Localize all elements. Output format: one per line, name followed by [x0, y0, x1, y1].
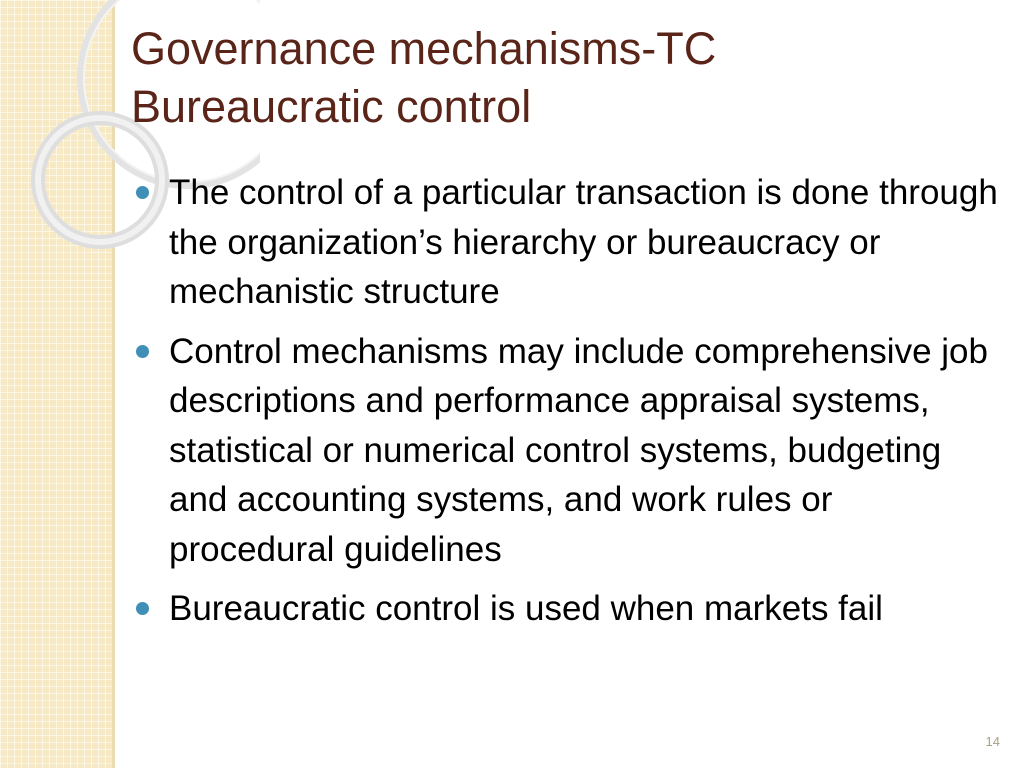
page-number: 14 [985, 734, 1000, 749]
bullet-item [136, 327, 1006, 575]
bullet-text: Control mechanisms may include comprehensive job descriptions and performance appraisal systems, statistical or numerical control systems, budgeting and accounting systems, and work rules or procedural guidelines [169, 331, 988, 569]
bullet-dot-icon [136, 602, 149, 615]
bullet-dot-icon [136, 186, 149, 199]
bullet-list [136, 168, 1006, 644]
bullet-text: Bureaucratic control is used when markets fail [169, 589, 883, 628]
bullet-dot-icon [136, 345, 149, 358]
slide-title [131, 20, 991, 136]
bullet-item [136, 168, 1006, 317]
slide-title-line-1: Governance mechanisms-TC [131, 23, 717, 74]
bullet-text: The control of a particular transaction is done through the organization’s hierarchy or bureaucracy or mechanistic structure [169, 173, 998, 311]
slide-title-line-2: Bureaucratic control [131, 81, 532, 132]
bullet-item [136, 584, 1006, 634]
